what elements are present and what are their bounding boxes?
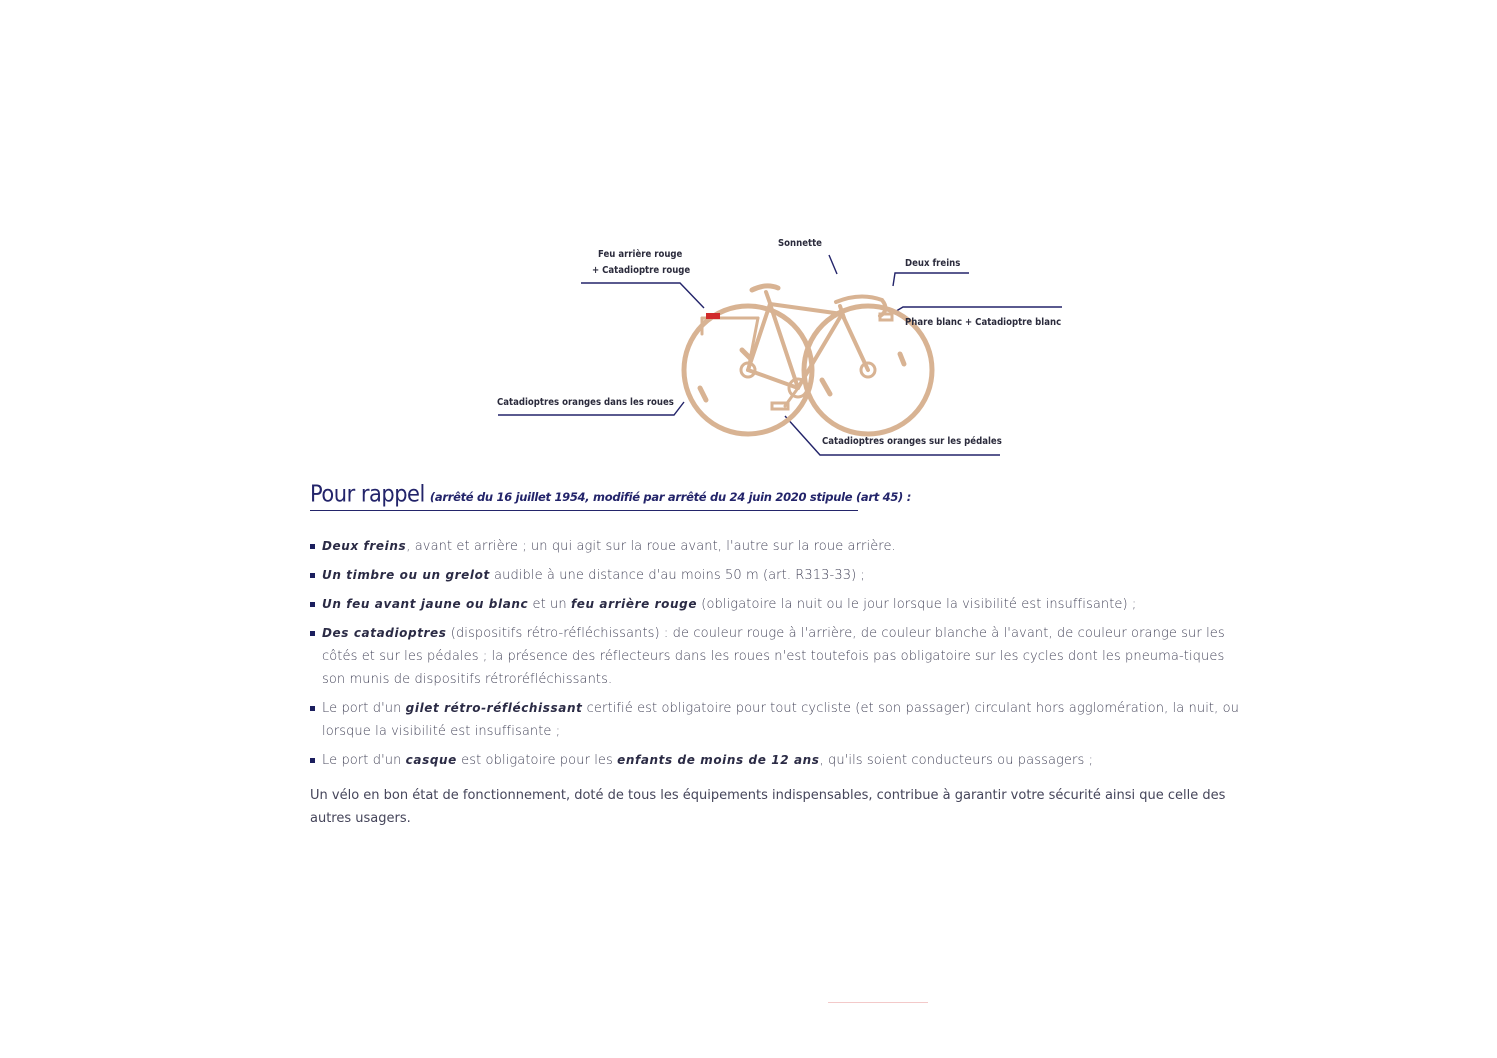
callout-rear-light-line <box>581 283 704 308</box>
wheel-reflector <box>822 380 830 394</box>
keyword: Des catadioptres <box>322 626 447 640</box>
keyword: Un timbre ou un grelot <box>322 568 490 582</box>
item-text: Le port d'un <box>322 701 406 716</box>
callout-front-light-line <box>893 307 1062 313</box>
label-wheel-reflectors: Catadioptres oranges dans les roues <box>497 397 674 408</box>
bullet-icon <box>310 544 315 549</box>
label-pedal-reflectors: Catadioptres oranges sur les pédales <box>822 436 1002 447</box>
item-text: (obligatoire la nuit ou le jour lorsque la visibilité est insuffisante) ; <box>697 597 1137 612</box>
item-text: , avant et arrière ; un qui agit sur la roue avant, l'autre sur la roue arrière. <box>406 539 896 554</box>
requirements-list <box>310 535 1250 778</box>
keyword: Un feu avant jaune ou blanc <box>322 597 529 611</box>
bullet-icon <box>310 758 315 763</box>
keyword: enfants de moins de 12 ans <box>617 753 820 767</box>
item-text: certifié est obligatoire pour tout cycliste (et son passager) circulant hors agglomération, la nuit, ou lorsque la visibilité est insuffisante ; <box>322 701 1239 739</box>
item-text: et un <box>528 597 571 612</box>
keyword: gilet rétro-réfléchissant <box>405 701 583 715</box>
keyword: casque <box>405 753 457 767</box>
callout-brakes-line <box>893 273 969 286</box>
item-text: est obligatoire pour les <box>456 753 618 768</box>
list-item <box>310 697 1250 743</box>
label-bell: Sonnette <box>778 238 822 249</box>
item-text: Le port d'un <box>322 753 406 768</box>
conclusion-paragraph: Un vélo en bon état de fonctionnement, doté de tous les équipements indispensables, contribue à garantir votre sécurité ainsi que celle des autres usagers. <box>310 788 1226 826</box>
heading-subtitle: (arrêté du 16 juillet 1954, modifié par arrêté du 24 juin 2020 stipule (art 45) : <box>429 490 912 504</box>
bullet-icon <box>310 602 315 607</box>
bicycle-diagram <box>480 230 1080 470</box>
heading-title: Pour rappel <box>310 480 425 508</box>
label-brakes: Deux freins <box>905 258 961 269</box>
bullet-icon <box>310 706 315 711</box>
label-rear-light: Feu arrière rouge <box>598 249 683 260</box>
section-heading <box>310 480 912 511</box>
callout-bell-line <box>829 255 837 274</box>
wheel-reflector <box>900 354 904 364</box>
bullet-icon <box>310 631 315 636</box>
item-text: , qu'ils soient conducteurs ou passagers ; <box>819 753 1094 768</box>
wheel-reflector <box>742 350 750 358</box>
list-item <box>310 749 1250 772</box>
bullet-icon <box>310 573 315 578</box>
keyword: feu arrière rouge <box>570 597 698 611</box>
rear-rack <box>702 318 758 370</box>
list-item <box>310 535 1250 558</box>
bicycle <box>684 286 932 434</box>
list-item <box>310 593 1250 616</box>
item-text: (dispositifs rétro-réfléchissants) : de couleur rouge à l'arrière, de couleur blanche à l'avant, de couleur orange sur les côtés et sur les pédales ; la présence des réflecteurs dans les roues n'est toutefois pas obligatoire sur les cycles dont les pneuma-tiques son munis de dispositifs rétroréfléchissants. <box>322 626 1225 687</box>
rear-light <box>706 313 720 319</box>
divider <box>828 1002 928 1003</box>
saddle <box>752 286 778 290</box>
keyword: Deux freins <box>322 539 407 553</box>
item-text: audible à une distance d'au moins 50 m (art. R313-33) ; <box>489 568 865 583</box>
label-front-light: Phare blanc + Catadioptre blanc <box>905 317 1062 328</box>
label-rear-reflector: + Catadioptre rouge <box>592 265 691 276</box>
list-item <box>310 564 1250 587</box>
list-item <box>310 622 1250 691</box>
wheel-reflector <box>700 388 706 400</box>
